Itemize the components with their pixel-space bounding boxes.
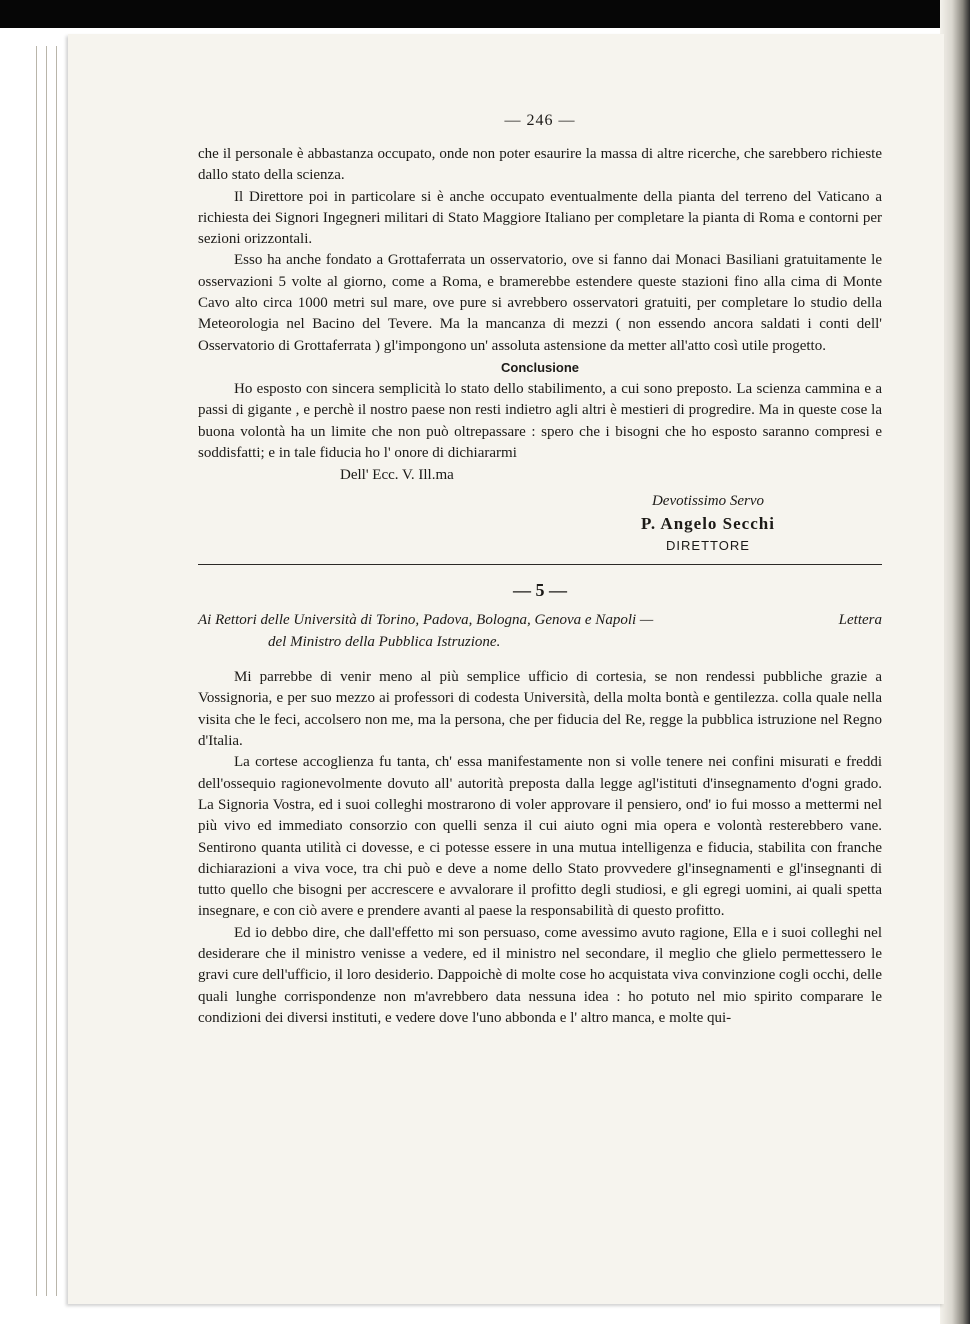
letter-title-line1: Ai Rettori delle Università di Torino, Padova, Bologna, Genova e Napoli — [198,612,654,629]
paragraph: Mi parrebbe di venir meno al più semplice ufficio di cortesia, se non rendessi pubbliche grazie a Vossignoria, e per suo mezzo ai professori di codesta Università, della molta bontà e gentilezza. colla quale nella visita che le feci, accolsero non me, ma la persona, che per fiducia del Re, regge la pubblica istruzione nel Regno d'Italia. [198,669,882,750]
paragraph: Ed io debbo dire, che dall'effetto mi son persuaso, come avessimo avuto ragione, Ella e i suoi colleghi nel desiderare che il ministro venisse a vedere, ed il ministro nel secondare, il meglio che glielo permettessero le gravi cure dell'ufficio, il loro desiderio. Dappoichè di molte cose ho acquistata viva convinzione cogli occhi, delle quali lunghe corrispondenze non m'avrebbero data nessuna idea : ho potuto nel mio spirito comparare le condizioni dei diversi instituti, e vedere dove l'uno abbonda e l' altro manca, e molte qui- [198,924,882,1026]
conclusion-heading: Conclusione [500,359,579,375]
section-divider [198,564,882,565]
page-edge [46,46,47,1296]
letter-title-line1-end: Lettera [838,612,882,629]
letter-title [198,609,882,653]
page-edge [56,46,57,1296]
signature-block [598,490,818,556]
paragraph: che il personale è abbastanza occupato, onde non poter esaurire la massa di altre ricerche, che sarebbero richieste dallo stato della scienza. [198,146,882,184]
signature-closing: Devotissimo Servo [651,493,765,510]
paragraph: La cortese accoglienza fu tanta, ch' essa manifestamente non si volle tenere nei confini misurati e freddi dell'ossequio ragionevolmente dovuto all' autorità preposta dalla legge agl'istituti d'insegnamento d'ogni grado. La Signoria Vostra, ed i suoi colleghi mostrarono di voler approvare il pensiero, ond' io fui mosso a mettermi nel più vivo ed immediato consorzio con quelli senza il cui aiuto ogni mia opera e volontà resterebbero vane. Sentirono quanta utilità ci dovesse, e ci potesse essere in una mutua intelligenza e fiducia, stabilita con franche dichiarazioni a viva voce, tra chi può e deve a nome dello Stato provvedere gl'insegnamenti e gl'insegnanti di tutto quello che bisogni per accrescere e avvalorare il profitto degli studiosi, e gli egregi uomini, ai quali spetta insegnare, e con ciò avere e prendere avanti al paese la responsabilità di questo profitto. [198,754,882,920]
letter-title-line2: del Ministro della Pubblica Istruzione. [268,634,501,651]
paragraph: Il Direttore poi in particolare si è anche occupato eventualmente della pianta del terreno del Vaticano a richiesta dei Signori Ingegneri militari di Stato Maggiore Italiano per completare la pianta di Roma e contorni per sezioni orizzontali. [198,188,882,248]
book-spine-shadow [940,0,970,1324]
paragraph: Ho esposto con sincera semplicità lo stato dello stabilimento, a cui sono preposto. La scienza cammina e a passi di gigante , e perchè il nostro paese non resti indietro agli altri è mestieri di progredire. Ma in queste cose la buona volontà ha un limite che non può oltrepassare : spero che i bisogni che ho esposto saranno compresi e soddisfatti; e in tale fiducia ho l' onore di dichiararmi [198,380,882,461]
page-edge [36,46,37,1296]
scan-top-border [0,0,970,28]
page-content [198,112,882,1029]
page-number: — 246 — [504,112,576,129]
signature-title: DIRETTORE [666,538,750,554]
signature-name: P. Angelo Secchi [641,514,775,534]
section-number: — 5 — [513,580,567,601]
paragraph: Esso ha anche fondato a Grottaferrata un osservatorio, ove si fanno dai Monaci Basiliani gratuitamente le osservazioni 5 volte al giorno, come a Roma, e bramerebbe estendere queste stazioni fino alla cima di Monte Cavo alto circa 1000 metri sul mare, ove pure si avrebbero osservatori gratuiti, per completare lo studio della Meteorologia nel Bacino del Tevere. Ma la mancanza di mezzi ( non essendo ancora saldati i conti dell' Osservatorio di Grottaferrata ) gl'impongono un' assoluta astensione da metter all'atto così utile progetto. [198,252,882,354]
salutation: Dell' Ecc. V. Ill.ma [340,467,454,484]
